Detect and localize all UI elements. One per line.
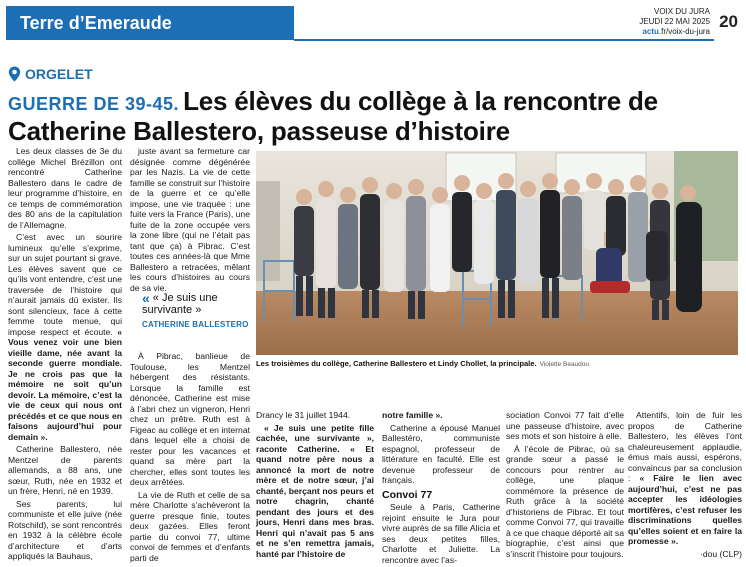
paragraph <box>256 423 374 560</box>
issue-date: JEUDI 22 MAI 2025 <box>639 17 710 26</box>
body-column-2 <box>130 146 250 565</box>
quote-bold: « Faire le lien avec aujourd’hui, c’est ne pas accepter les idéologies mortifères, c’est refuser les discriminations quelles qu’elles soient et en faire la promesse ». <box>628 473 742 546</box>
paragraph: Ses parents, lui communiste et elle juive (née Rotschild), se sont rencontrés en 1932 à la célèbre école d’architecture et d’arts appliqués la Bauhaus, <box>8 498 122 561</box>
paragraph: Seule à Paris, Catherine rejoint ensuite le Jura pour vivre auprès de sa fille Alicia et ses deux petites filles, Charlotte et Juliette. La rencontre avec l’as- <box>382 502 500 565</box>
subheading: Convoi 77 <box>382 488 433 501</box>
pull-quote-text: « Je suis une survivante » <box>142 292 218 316</box>
masthead <box>639 7 710 37</box>
page-number: 20 <box>719 12 738 31</box>
group-photo <box>256 151 738 355</box>
headline-kicker: GUERRE DE 39-45. <box>8 94 180 114</box>
website <box>639 27 710 37</box>
location-label: ORGELET <box>25 66 93 82</box>
paragraph: Drancy le 31 juillet 1944. <box>256 410 351 420</box>
body-column-5 <box>506 410 624 561</box>
group-photo-illustration <box>256 151 738 355</box>
paragraph: juste avant sa fermeture car désignée comme dégénérée par les Nazis. La vie de cette famille se construit sur l’histoire de la guerre et ce qu’elle impose, une vie traquée : une fuite vers la France (Paris), une fuite de la zone occupée vers la zone libre (qui ne l’était pas tant que ça) à Pibrac. C’est toutes ces années-là que Mme Ballestero a retracées, mêlant les cours d’histoires au cours de sa vie. <box>130 146 250 293</box>
pull-quote <box>142 292 252 329</box>
paragraph: La vie de Ruth et celle de sa mère Charlotte s’achèveront la guerre presque finie, toutes deux gazées. Elles feront partie du convoi 77, ultime convoi de femmes et d’enfants parti de <box>130 489 250 563</box>
map-pin-icon <box>8 66 21 82</box>
body-column-4 <box>382 410 500 567</box>
paragraph <box>628 410 742 547</box>
paragraph: sociation Convoi 77 fait d’elle une passeuse d’histoire, avec ses mots et son histoire à elle. <box>506 410 624 441</box>
website-prefix: actu <box>642 27 659 36</box>
caption-text: Les troisièmes du collège, Catherine Ballestero et Lindy Chollet, la principale. <box>256 359 537 368</box>
pull-quote-author: CATHERINE BALLESTERO <box>142 320 249 329</box>
paragraph: À l’école de Pibrac, où sa grande sœur a passé le concours pour rentrer au collège, une plaque commémore la présence de Ruth grâce à la société d’historiens de Pibrac. Et tout comme Convoi 77, qui travaille à ce que chaque déporté ait sa biographie, c’est ainsi que s’inscrit l’histoire pour toujours. <box>506 443 625 559</box>
body-column-6 <box>628 410 742 561</box>
paper-name: VOIX DU JURA <box>653 7 710 16</box>
paragraph: Catherine Ballestero, née Mentzel de parents allemands, a 88 ans, une sœur, Ruth, née en 1932 et un frère, Henri, né en 1939. <box>8 444 122 496</box>
quote-bold: « Vous venez voir une bien vieille dame, née avant la seconde guerre mondiale. Je ne crois pas que la mémoire ne soit qu’un devoir. La mémoire, c’est la vie de ceux qui nous ont précédés et ce que nous en faisons aujourd’hui pour demain ». <box>8 326 122 442</box>
location <box>8 66 93 82</box>
double-chevron-quote-icon: « <box>142 290 150 306</box>
paragraph: À Pibrac, banlieue de Toulouse, les Mentzel hébergent des résistants. Lorsque la famille est dénoncée, Catherine est mise à l’abri chez un vigneron, Henri chez un prêtre. Ruth est à Figeac au collège et en internat dans lequel elle a choisi de rester pour les vacances et quand sa mère part la chercher, elles sont toutes les deux arrêtées. <box>130 351 250 487</box>
headline <box>8 88 742 145</box>
paragraph <box>8 232 122 442</box>
paragraph: Catherine a épousé Manuel Ballestéro, communiste espagnol, professeur de littérature en faculté. Elle est devenue professeur de français. <box>382 422 500 485</box>
paragraph-text: C’est avec un sourire lumineux qu’elle s’exprime, sur un sujet pourtant si grave. Les élèves savent que ce qu’ils vont entendre, c’est une traversée de l’histoire qui n’aurait jamais dû exister. Ils sont silencieux, face à cette femme toute menue, qui impose respect et écoute. <box>8 232 122 337</box>
headline-text: Les élèves du collège à la rencontre de Catherine Ballestero, passeuse d’histoire <box>8 86 658 146</box>
photo-caption <box>256 359 738 370</box>
body-column-3 <box>256 410 374 561</box>
section-tag: Terre d’Emeraude <box>6 6 294 40</box>
paragraph-text: Attentifs, loin de fuir les propos de Catherine Ballestero, les élèves l’ont chaleureusement applaudie, émus mais aussi, espérons, convaincus par sa conclusion : <box>628 410 742 483</box>
paragraph <box>382 410 500 421</box>
quote-bold: « Je suis une petite fille cachée, une survivante », raconte Catherine. « Et quand notre père nous a annoncé la mort de notre mère et de notre sœur, j’ai chanté, berçant nos peurs et notre chagrin, chanté pendant des jours et des jours, Henri dans mes bras. Henri qui n’avait pas 5 ans et ne s’en remettra jamais, hanté par l’histoire de <box>256 422 374 559</box>
signature: ·dou (CLP) <box>699 548 742 559</box>
header-rule <box>294 39 714 41</box>
photo-credit: Violette Beaudou <box>539 361 590 368</box>
body-column-1 <box>8 146 122 564</box>
quote-bold: notre famille ». <box>382 410 443 420</box>
paragraph: Les deux classes de 3e du collège Michel Brézillon ont rencontré Catherine Ballestero dans le cadre de leur programme d’histoire, en ce temps de commémoration des 80 ans de la capitulation de l’Allemagne. <box>8 146 122 230</box>
website-rest: .fr/voix-du-jura <box>658 27 710 36</box>
